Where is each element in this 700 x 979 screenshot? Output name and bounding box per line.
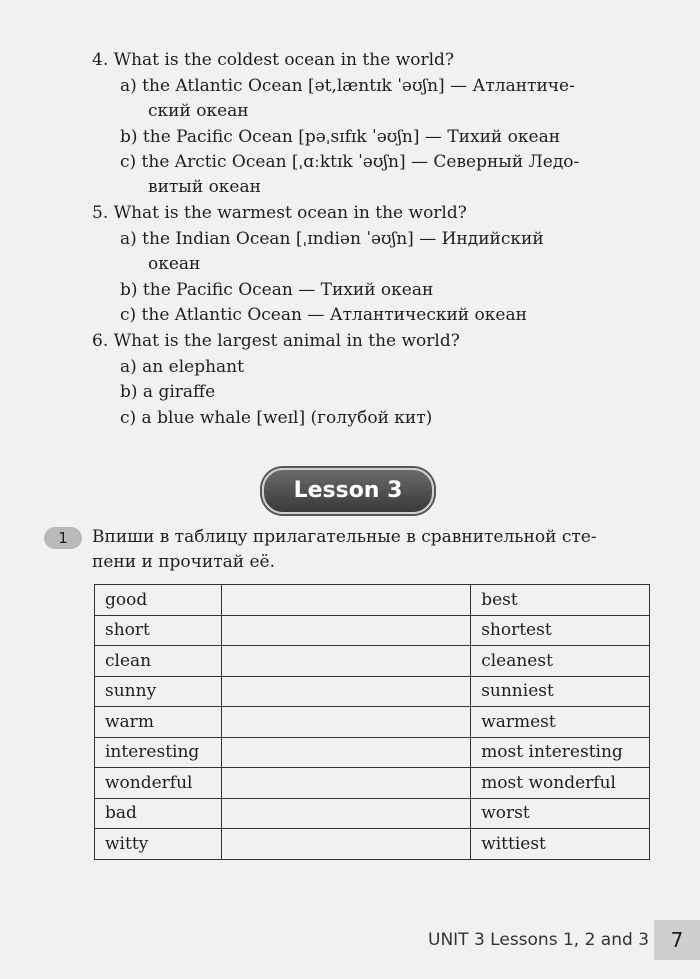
question-4-option-a: a) the Atlantic Ocean [ət,læntɪk ˈəʊʃn] — Атлантиче- — [120, 76, 575, 96]
superlative-cell: most wonderful — [471, 768, 650, 799]
page-number: 7 — [654, 920, 700, 960]
table-row — [95, 829, 650, 860]
question-5-option-b: b) the Pacific Ocean — Тихий океан — [120, 280, 434, 300]
table-row — [95, 585, 650, 616]
task-instruction-line-2: пени и прочитай её. — [92, 552, 276, 572]
comparative-cell[interactable] — [221, 585, 470, 616]
question-6-option-a: a) an elephant — [120, 357, 244, 377]
lesson-title-banner: Lesson 3 — [262, 468, 434, 514]
question-4-option-c: c) the Arctic Ocean [ˌɑːktɪk ˈəʊʃn] — Северный Ледо- — [120, 152, 580, 172]
superlative-cell: sunniest — [471, 676, 650, 707]
adjective-cell: bad — [95, 798, 222, 829]
question-5-option-a-cont: океан — [148, 254, 201, 274]
adjectives-table — [94, 584, 650, 860]
task-number-badge: 1 — [44, 527, 82, 549]
question-6-option-b: b) a giraffe — [120, 382, 216, 402]
question-4-option-c-cont: витый океан — [148, 177, 261, 197]
superlative-cell: wittiest — [471, 829, 650, 860]
comparative-cell[interactable] — [221, 707, 470, 738]
adjective-cell: wonderful — [95, 768, 222, 799]
superlative-cell: shortest — [471, 615, 650, 646]
adjective-cell: good — [95, 585, 222, 616]
adjective-cell: warm — [95, 707, 222, 738]
table-row — [95, 737, 650, 768]
question-5: 5. What is the warmest ocean in the world? — [92, 203, 467, 223]
question-5-option-c: c) the Atlantic Ocean — Атлантический океан — [120, 305, 527, 325]
adjective-cell: interesting — [95, 737, 222, 768]
question-4: 4. What is the coldest ocean in the world? — [92, 50, 455, 70]
comparative-cell[interactable] — [221, 676, 470, 707]
adjective-cell: witty — [95, 829, 222, 860]
unit-footer: UNIT 3 Lessons 1, 2 and 3 — [428, 930, 650, 950]
adjective-cell: clean — [95, 646, 222, 677]
question-6: 6. What is the largest animal in the world? — [92, 331, 460, 351]
table-row — [95, 768, 650, 799]
comparative-cell[interactable] — [221, 737, 470, 768]
comparative-cell[interactable] — [221, 646, 470, 677]
superlative-cell: warmest — [471, 707, 650, 738]
superlative-cell: best — [471, 585, 650, 616]
comparative-cell[interactable] — [221, 615, 470, 646]
question-5-option-a: a) the Indian Ocean [ˌɪndiən ˈəʊʃn] — Индийский — [120, 229, 544, 249]
table-row — [95, 798, 650, 829]
question-6-option-c: c) a blue whale [weɪl] (голубой кит) — [120, 408, 433, 428]
superlative-cell: most interesting — [471, 737, 650, 768]
table-row — [95, 707, 650, 738]
table-row — [95, 646, 650, 677]
comparative-cell[interactable] — [221, 829, 470, 860]
superlative-cell: worst — [471, 798, 650, 829]
question-4-option-b: b) the Pacific Ocean [pəˌsɪfɪk ˈəʊʃn] — Тихий океан — [120, 127, 561, 147]
adjective-cell: sunny — [95, 676, 222, 707]
task-instruction-line-1: Впиши в таблицу прилагательные в сравнительной сте- — [92, 527, 597, 547]
table-row — [95, 615, 650, 646]
table-row — [95, 676, 650, 707]
comparative-cell[interactable] — [221, 768, 470, 799]
adjective-cell: short — [95, 615, 222, 646]
question-4-option-a-cont: ский океан — [148, 101, 249, 121]
superlative-cell: cleanest — [471, 646, 650, 677]
comparative-cell[interactable] — [221, 798, 470, 829]
